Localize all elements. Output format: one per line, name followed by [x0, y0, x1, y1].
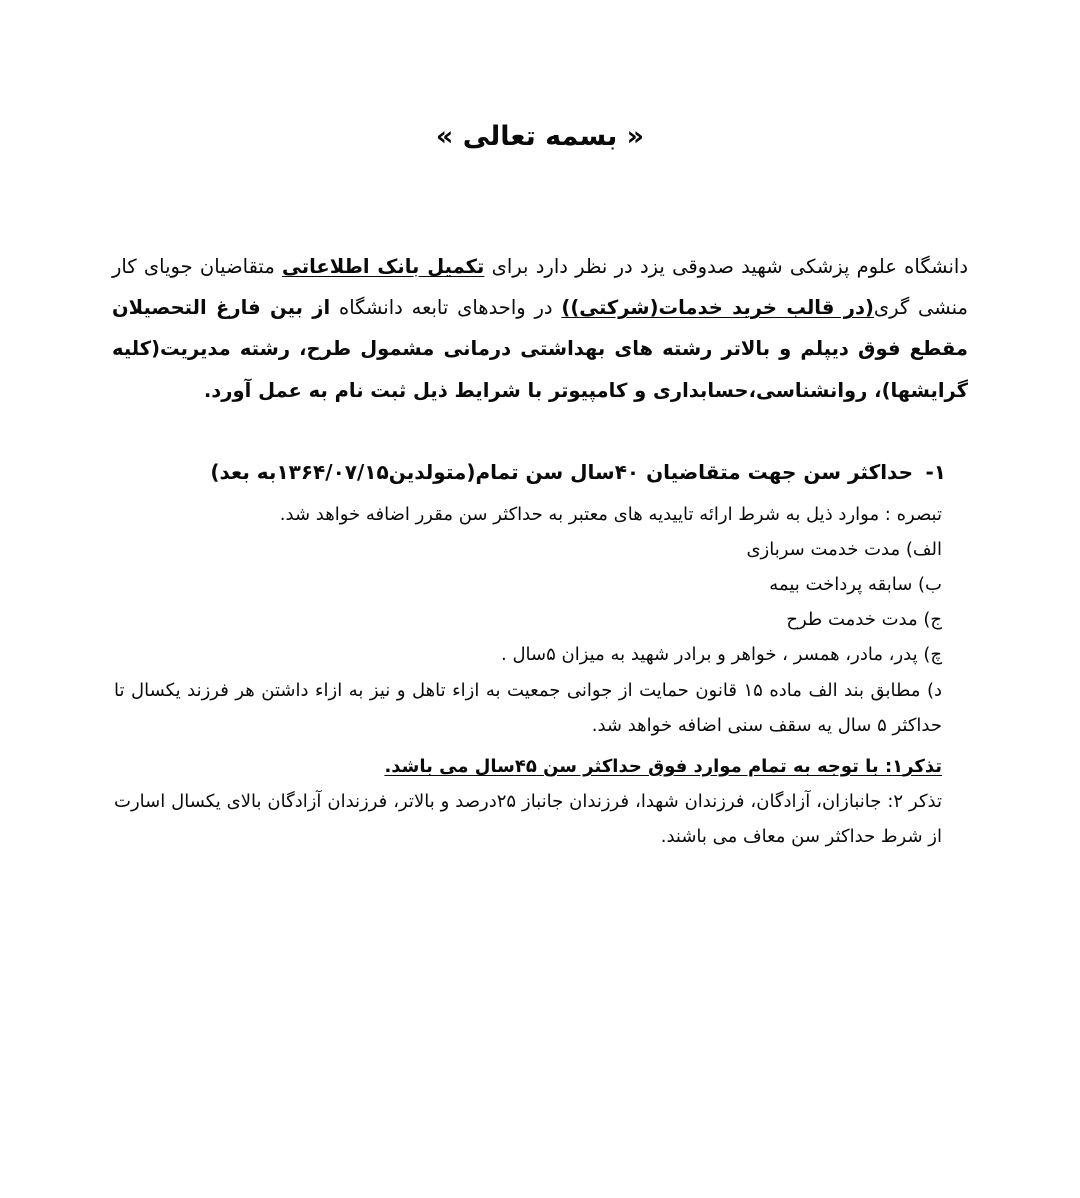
- clause-line-a: الف) مدت خدمت سربازی: [746, 539, 942, 561]
- clause-number: ۱-: [925, 460, 946, 485]
- intro-emphasis-qualifications: از بین فارغ التحصیلان مقطع فوق دیپلم و بالاتر رشته های بهداشتی درمانی مشمول طرح، رشته مدیریت(کلیه گرایشها)، روانشناسی،حسابداری و کامپیوتر با شرایط ذیل ثبت نام به عمل آورد.: [112, 296, 968, 402]
- clause-section-age: [112, 455, 968, 854]
- document-page: [0, 118, 1080, 1198]
- reminder-two: تذکر ۲: جانبازان، آزادگان، فرزندان شهدا، فرزندان جانباز ۲۵درصد و بالاتر، فرزندان آزادگان بالای یکسال اسارت از شرط حداکثر سن معاف می باشند.: [114, 790, 942, 847]
- intro-text-part2: متقاضیان جویای کار منشی گری: [112, 254, 969, 320]
- clause-line-b: ب) سابقه پرداخت بیمه: [769, 574, 942, 596]
- intro-emphasis-contract: (در قالب خرید خدمات(شرکتی)): [561, 296, 874, 320]
- intro-text-part3: در واحدهای تابعه دانشگاه: [330, 296, 562, 320]
- document-header: « بسمه تعالی »: [435, 121, 645, 152]
- reminder-one: تذکر۱: با توجه به تمام موارد فوق حداکثر سن ۴۵سال می باشد.: [384, 755, 942, 777]
- clause-title: حداکثر سن جهت متقاضیان ۴۰سال سن تمام(متولدین۱۳۶۴/۰۷/۱۵به بعد): [210, 460, 914, 485]
- clause-line-ch: چ) پدر، مادر، همسر ، خواهر و برادر شهید به میزان ۵سال .: [501, 644, 942, 666]
- clause-line-note: تبصره : موارد ذیل به شرط ارائه تاییدیه های معتبر به حداکثر سن مقرر اضافه خواهد شد.: [279, 504, 942, 526]
- intro-text-part1: دانشگاه علوم پزشکی شهید صدوقی یزد در نظر دارد برای: [484, 254, 969, 278]
- intro-emphasis-databank: تکمیل بانک اطلاعاتی: [282, 254, 485, 278]
- clause-line-d: د) مطابق بند الف ماده ۱۵ قانون حمایت از جوانی جمعیت به ازاء تاهل و نیز به ازاء داشتن هر فرزند یکسال تا حداکثر ۵ سال یه سقف سنی اضافه خواهد شد.: [114, 679, 942, 736]
- intro-paragraph: [112, 246, 968, 411]
- clause-line-c: ج) مدت خدمت طرح: [786, 609, 942, 631]
- reminder-one-wrap: [112, 749, 968, 784]
- clause-heading: [112, 455, 968, 489]
